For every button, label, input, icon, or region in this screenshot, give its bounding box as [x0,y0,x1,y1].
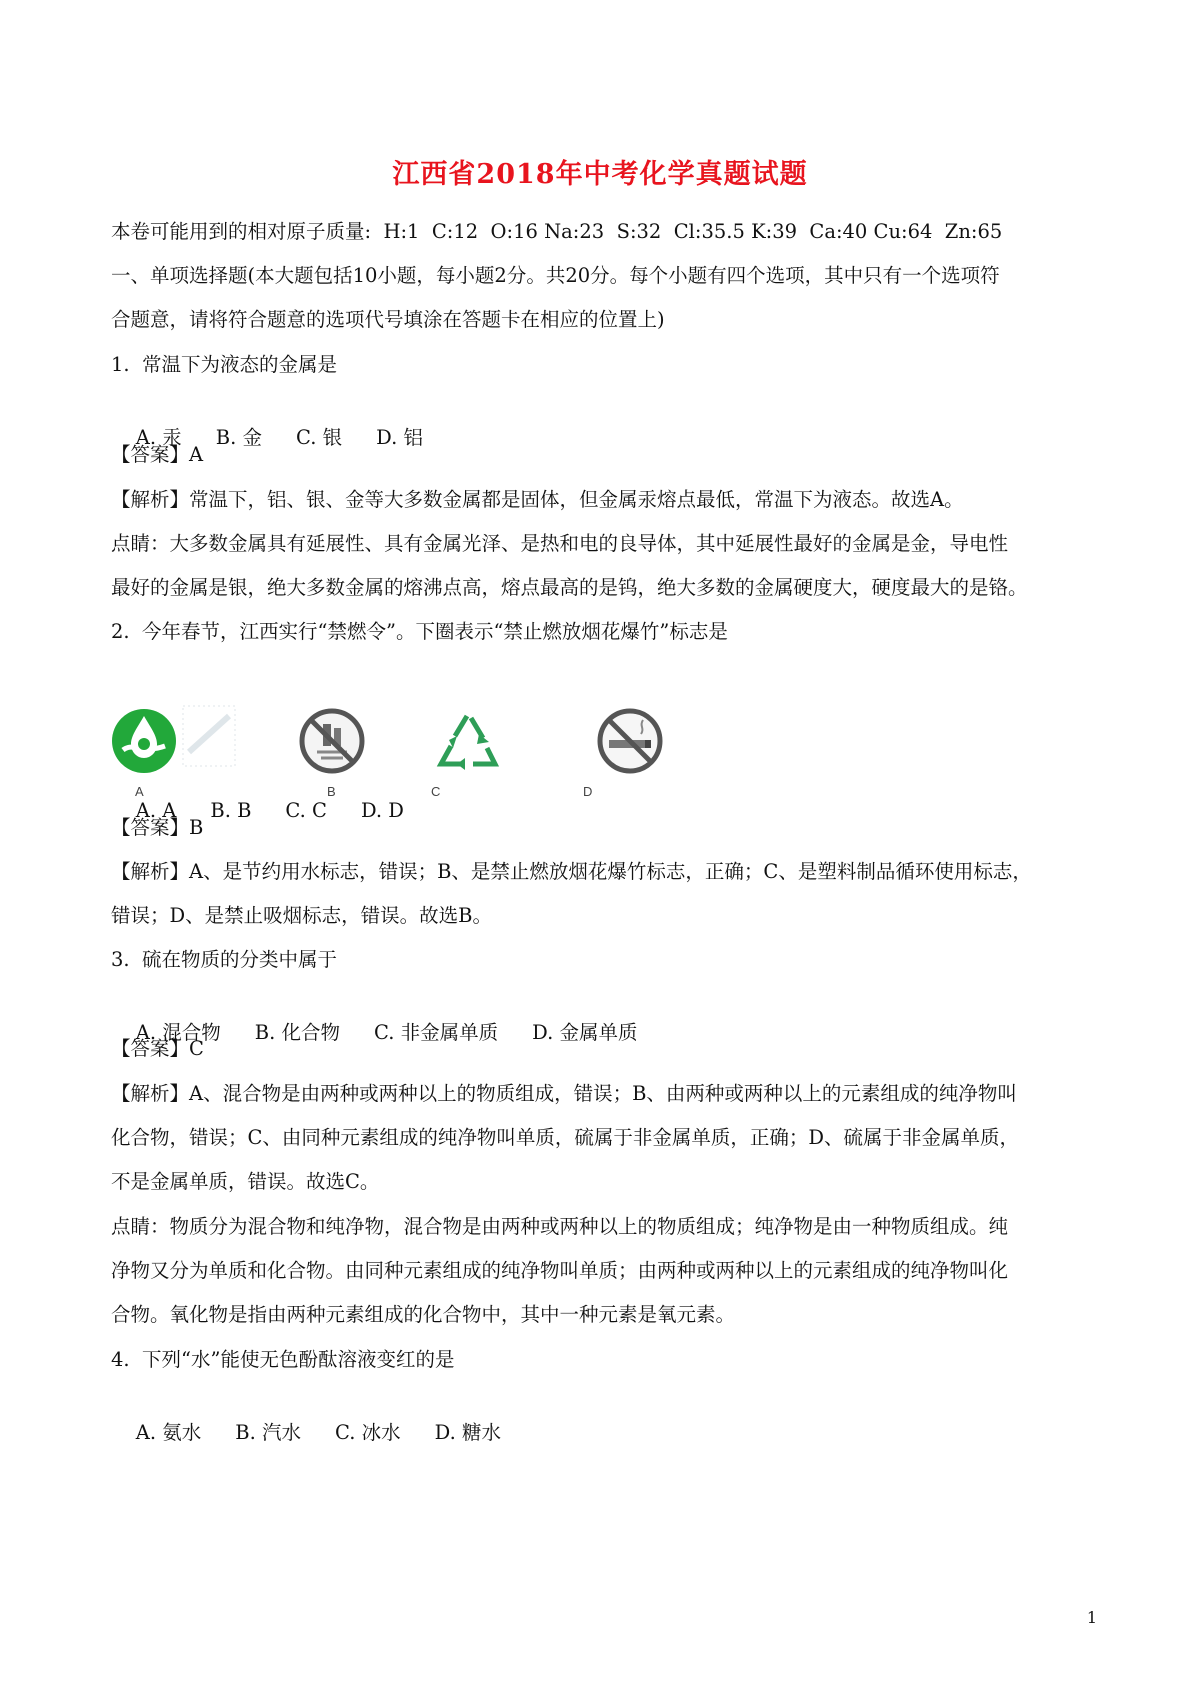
sign-c [427,700,507,800]
choice: A. 混合物 [135,1021,221,1044]
sign-d [583,700,675,800]
faded-pattern-icon [181,702,241,772]
question-2: 2. 今年春节，江西实行“禁燃令”。下圈表示“禁止燃放烟花爆竹”标志是 [111,620,728,643]
sign-label: B [327,784,336,799]
question-3-explanation-cont: 化合物，错误；C、由同种元素组成的纯净物叫单质，硫属于非金属单质，正确；D、硫属于非金属单质， [111,1126,1020,1149]
choice: C. 非金属单质 [374,1021,499,1044]
question-2-answer: 【答案】B [111,816,204,839]
choice: C. 冰水 [335,1421,401,1444]
choice: A. 氨水 [135,1421,202,1444]
sign-label: D [583,784,593,799]
no-fireworks-icon [297,706,367,776]
choice: B. 化合物 [254,1021,341,1044]
choice: A. 汞 [135,426,182,449]
choice: B. B [210,799,252,822]
question-3-note-end: 合物。氧化物是指由两种元素组成的化合物中，其中一种元素是氧元素。 [111,1303,736,1326]
question-4-choices [111,1391,535,1475]
question-1-note: 点睛：大多数金属具有延展性、具有金属光泽、是热和电的良导体，其中延展性最好的金属是金，导电性 [111,532,1009,555]
question-4: 4. 下列“水”能使无色酚酞溶液变红的是 [111,1348,455,1371]
choice: D. 金属单质 [532,1021,638,1044]
question-1-answer: 【答案】A [111,443,204,466]
question-3-explanation-end: 不是金属单质，错误。故选C。 [111,1170,380,1193]
section-heading-cont: 合题意，请将符合题意的选项代号填涂在答题卡在相应的位置上) [111,308,665,331]
atomic-mass-line: 本卷可能用到的相对原子质量: H:1 C:12 O:16 Na:23 S:32 Cl:35.5 K:39 Ca:40 Cu:64 Zn:65 [111,220,1003,243]
question-3-explanation: 【解析】A、混合物是由两种或两种以上的物质组成，错误；B、由两种或两种以上的元素组成的纯净物叫 [111,1082,1017,1105]
section-heading: 一、单项选择题(本大题包括10小题，每小题2分。共20分。每个小题有四个选项，其中只有一个选项符 [111,264,1000,287]
sign-label: A [135,784,144,799]
question-1-note-cont: 最好的金属是银，绝大多数金属的熔沸点高，熔点最高的是钨，绝大多数的金属硬度大，硬度最大的是铬。 [111,576,1028,599]
choice: C. C [285,799,327,822]
sign-label: C [431,784,441,799]
choice: D. 糖水 [434,1421,501,1444]
no-smoking-icon [595,706,665,776]
question-2-explanation: 【解析】A、是节约用水标志，错误；B、是禁止燃放烟花爆竹标志，正确；C、是塑料制品循环使用标志， [111,860,1032,883]
choice: C. 银 [296,426,343,449]
question-3-note-cont: 净物又分为单质和化合物。由同种元素组成的纯净物叫单质；由两种或两种以上的元素组成的纯净物叫化 [111,1259,1009,1282]
recycle-icon [427,706,507,776]
question-1: 1. 常温下为液态的金属是 [111,353,338,376]
question-3-answer: 【答案】C [111,1037,204,1060]
choice: B. 汽水 [235,1421,302,1444]
question-2-explanation-cont: 错误；D、是禁止吸烟标志，错误。故选B。 [111,904,492,927]
question-3-note: 点睛：物质分为混合物和纯净物，混合物是由两种或两种以上的物质组成；纯净物是由一种物质组成。纯 [111,1215,1009,1238]
choice: D. 铝 [376,426,423,449]
document-title: 江西省2018年中考化学真题试题 [392,159,808,190]
choice: B. 金 [215,426,263,449]
choice: A. A [135,799,177,822]
choice: D. D [360,799,404,822]
question-1-explanation: 【解析】常温下，铝、银、金等大多数金属都是固体，但金属汞熔点最低，常温下为液态。故选A。 [111,488,964,511]
water-saving-icon [109,706,179,776]
question-3: 3. 硫在物质的分类中属于 [111,948,338,971]
page-number: 1 [1086,1608,1097,1627]
